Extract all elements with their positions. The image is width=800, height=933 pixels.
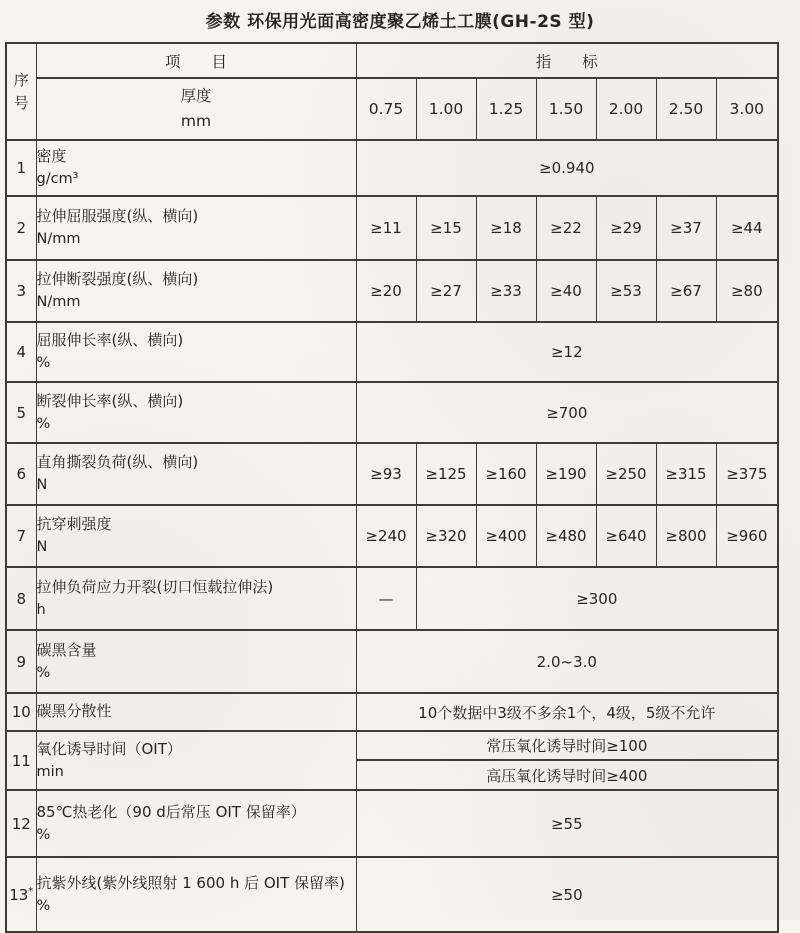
item-unit: N/mm xyxy=(36,294,81,311)
table-row xyxy=(6,790,778,857)
row-number: 5 xyxy=(6,382,36,443)
item-name: 拉伸断裂强度(纵、横向) xyxy=(36,270,199,289)
spec-value: ≥700 xyxy=(356,382,778,443)
item-cell xyxy=(36,790,356,857)
item-cell xyxy=(36,505,356,567)
item-cell xyxy=(36,140,356,196)
item-name: 抗穿刺强度 xyxy=(36,515,112,534)
item-unit: % xyxy=(36,897,51,914)
spec-value: 高压氧化诱导时间≥400 xyxy=(356,760,778,790)
spec-value: ≥80 xyxy=(716,260,778,322)
spec-value: ≥11 xyxy=(356,196,416,260)
spec-value: ≥0.940 xyxy=(356,140,778,196)
spec-value: ≥93 xyxy=(356,443,416,505)
item-cell xyxy=(36,260,356,322)
table-header-row-2 xyxy=(6,78,778,140)
header-serial-number xyxy=(6,43,36,140)
spec-value: ≥40 xyxy=(536,260,596,322)
row-number-footnote-mark: * xyxy=(28,885,34,897)
row-number-text: 13 xyxy=(9,885,29,904)
item-unit: % xyxy=(36,664,51,681)
table-row xyxy=(6,322,778,382)
row-number: 2 xyxy=(6,196,36,260)
item-unit: h xyxy=(36,601,46,618)
spec-value: ≥375 xyxy=(716,443,778,505)
item-unit: min xyxy=(36,763,64,780)
spec-value: ≥55 xyxy=(356,790,778,857)
spec-value: ≥800 xyxy=(656,505,716,567)
spec-value: ≥250 xyxy=(596,443,656,505)
header-thickness-value: 2.00 xyxy=(596,78,656,140)
item-name: 直角撕裂负荷(纵、横向) xyxy=(36,453,199,472)
item-unit: N/mm xyxy=(36,231,81,248)
spec-value: 10个数据中3级不多余1个，4级，5级不允许 xyxy=(356,693,778,731)
thickness-label: 厚度 xyxy=(180,87,212,106)
row-number: 8 xyxy=(6,567,36,630)
item-unit: g/cm³ xyxy=(36,171,79,188)
item-name: 碳黑含量 xyxy=(36,640,97,659)
item-unit: % xyxy=(36,415,51,432)
header-thickness-value: 1.00 xyxy=(416,78,476,140)
table-row xyxy=(6,260,778,322)
table-row xyxy=(6,196,778,260)
spec-value: ≥18 xyxy=(476,196,536,260)
thickness-unit: mm xyxy=(180,112,212,130)
spec-value: ≥15 xyxy=(416,196,476,260)
spec-value: ≥480 xyxy=(536,505,596,567)
table-row xyxy=(6,857,778,932)
table-header-row-1 xyxy=(6,43,778,78)
header-thickness-value: 3.00 xyxy=(716,78,778,140)
spec-value: ≥12 xyxy=(356,322,778,382)
item-cell xyxy=(36,693,356,731)
item-name: 断裂伸长率(纵、横向) xyxy=(36,391,184,410)
header-serial-char-top: 序 xyxy=(13,71,29,89)
spec-value: ≥29 xyxy=(596,196,656,260)
table-row xyxy=(6,693,778,731)
spec-value: ≥190 xyxy=(536,443,596,505)
header-serial-char-bottom: 号 xyxy=(13,93,29,112)
spec-value: 2.0~3.0 xyxy=(356,630,778,693)
table-row xyxy=(6,630,778,693)
header-indicator: 指 标 xyxy=(356,43,778,78)
row-number: 7 xyxy=(6,505,36,567)
item-name: 碳黑分散性 xyxy=(36,702,112,721)
item-cell xyxy=(36,630,356,693)
row-number xyxy=(6,857,36,932)
table-row xyxy=(6,443,778,505)
spec-value: ≥44 xyxy=(716,196,778,260)
table-row xyxy=(6,567,778,630)
row-number: 10 xyxy=(6,693,36,731)
item-name: 拉伸屈服强度(纵、横向) xyxy=(36,207,199,226)
spec-value: ≥22 xyxy=(536,196,596,260)
item-unit: N xyxy=(36,539,48,556)
row-number: 9 xyxy=(6,630,36,693)
table-row xyxy=(6,505,778,567)
item-name: 拉伸负荷应力开裂(切口恒载拉伸法) xyxy=(36,577,274,596)
row-number: 4 xyxy=(6,322,36,382)
header-thickness xyxy=(36,78,356,140)
item-cell xyxy=(36,196,356,260)
spec-value: ≥50 xyxy=(356,857,778,932)
header-thickness-value: 1.25 xyxy=(476,78,536,140)
header-item: 项 目 xyxy=(36,43,356,78)
header-thickness-value: 2.50 xyxy=(656,78,716,140)
row-number: 3 xyxy=(6,260,36,322)
document-title: 参数 环保用光面高密度聚乙烯土工膜(GH-2S 型) xyxy=(205,12,595,32)
table-row xyxy=(6,140,778,196)
row-number: 12 xyxy=(6,790,36,857)
row-number: 1 xyxy=(6,140,36,196)
item-cell xyxy=(36,567,356,630)
item-unit: % xyxy=(36,826,51,843)
spec-table xyxy=(5,42,779,933)
spec-value: ≥125 xyxy=(416,443,476,505)
table-row xyxy=(6,731,778,760)
header-thickness-value: 1.50 xyxy=(536,78,596,140)
row-number: 6 xyxy=(6,443,36,505)
spec-value: ≥37 xyxy=(656,196,716,260)
spec-value: ≥315 xyxy=(656,443,716,505)
header-thickness-value: 0.75 xyxy=(356,78,416,140)
spec-value: ≥27 xyxy=(416,260,476,322)
item-name: 屈服伸长率(纵、横向) xyxy=(36,331,184,350)
spec-value: ≥300 xyxy=(416,567,778,630)
item-name: 氧化诱导时间（OIT） xyxy=(36,739,182,758)
spec-value: ≥67 xyxy=(656,260,716,322)
spec-value: ≥160 xyxy=(476,443,536,505)
item-name: 密度 xyxy=(36,147,67,166)
item-cell xyxy=(36,443,356,505)
spec-value: ≥20 xyxy=(356,260,416,322)
item-cell xyxy=(36,857,356,932)
spec-value: ≥240 xyxy=(356,505,416,567)
item-cell xyxy=(36,731,356,790)
item-unit: N xyxy=(36,477,48,494)
row-number: 11 xyxy=(6,731,36,790)
spec-value: ≥33 xyxy=(476,260,536,322)
item-name: 85℃热老化（90 d后常压 OIT 保留率） xyxy=(36,802,306,821)
table-row xyxy=(6,382,778,443)
item-cell xyxy=(36,322,356,382)
spec-value: ≥400 xyxy=(476,505,536,567)
item-cell xyxy=(36,382,356,443)
spec-value: ≥960 xyxy=(716,505,778,567)
spec-value: — xyxy=(356,567,416,630)
spec-value: ≥640 xyxy=(596,505,656,567)
spec-value: ≥53 xyxy=(596,260,656,322)
spec-value: 常压氧化诱导时间≥100 xyxy=(356,731,778,760)
item-name: 抗紫外线(紫外线照射 1 600 h 后 OIT 保留率) xyxy=(36,873,345,892)
item-unit: % xyxy=(36,355,51,372)
spec-value: ≥320 xyxy=(416,505,476,567)
